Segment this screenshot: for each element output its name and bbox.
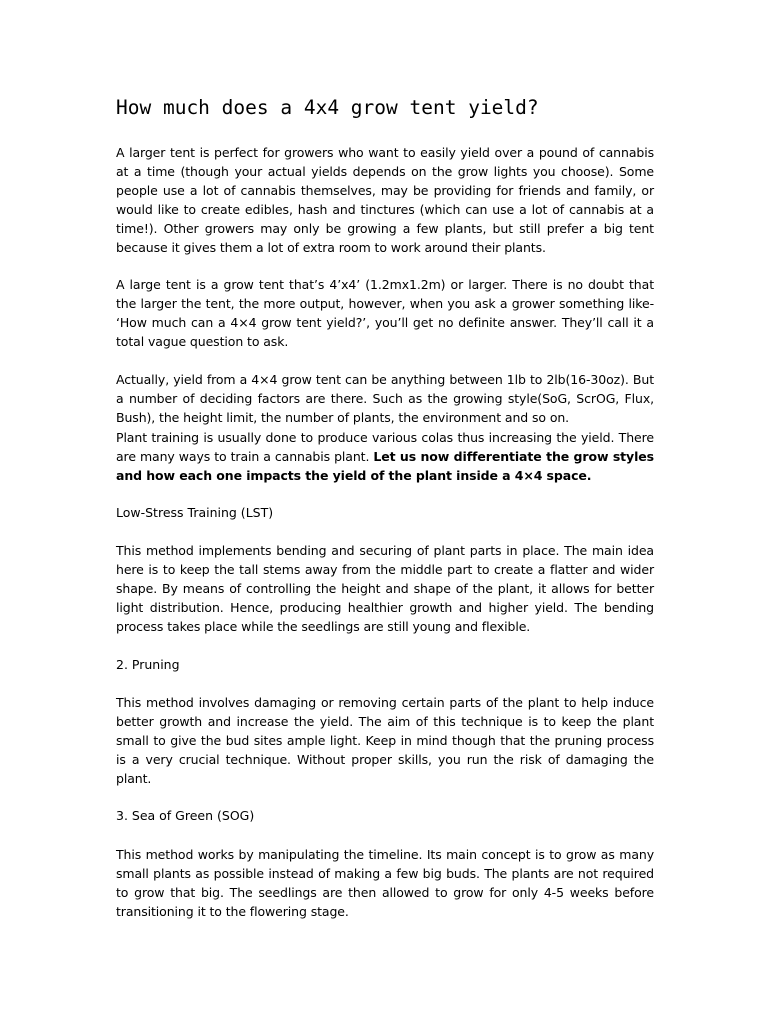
paragraph-plant-training (116, 428, 654, 485)
paragraph-sog: This method works by manipulating the timeline. Its main concept is to grow as many small plants as possible instead of making a few big buds. The plants are not required to grow that big. The seedlings are then allowed to grow for only 4-5 weeks before transitioning it to the flowering stage. (116, 847, 654, 919)
section-heading-sog: 3. Sea of Green (SOG) (116, 808, 255, 823)
plant-training-text: Plant training is usually done to produce various colas thus increasing the yield. There are many ways to train a cannabis plant. (116, 430, 654, 464)
page-title: How much does a 4x4 grow tent yield? (116, 96, 539, 119)
paragraph-lst: This method implements bending and securing of plant parts in place. The main idea here is to keep the tall stems away from the middle part to create a flatter and wider shape. By means of controlling the height and shape of the plant, it allows for better light distribution. Hence, producing healthier growth and higher yield. The bending process takes place while the seedlings are still young and flexible. (116, 543, 654, 634)
section-heading-pruning: 2. Pruning (116, 657, 180, 672)
paragraph-pruning: This method involves damaging or removing certain parts of the plant to help induce better growth and increase the yield. The aim of this technique is to keep the plant small to give the bud sites ample light. Keep in mind though that the pruning process is a very crucial technique. Without proper skills, you run the risk of damaging the plant. (116, 695, 654, 786)
paragraph-yield-range: Actually, yield from a 4×4 grow tent can be anything between 1lb to 2lb(16-30oz). But a number of deciding factors are there. Such as the growing style(SoG, ScrOG, Flux, Bush), the height limit, the number of plants, the environment and so on. (116, 372, 654, 425)
section-heading-lst: Low-Stress Training (LST) (116, 505, 274, 520)
paragraph-intro: A larger tent is perfect for growers who want to easily yield over a pound of cannabis at a time (though your actual yields depends on the grow lights you choose). Some people use a lot of cannabis themselves, may be providing for friends and family, or would like to create edibles, hash and tinctures (which can use a lot of cannabis at a time!). Other growers may only be growing a few plants, but still prefer a big tent because it gives them a lot of extra room to work around their plants. (116, 145, 654, 255)
paragraph-large-tent: A large tent is a grow tent that’s 4’x4’ (1.2mx1.2m) or larger. There is no doubt that the larger the tent, the more output, however, when you ask a grower something like- ‘How much can a 4×4 grow tent yield?’, you’ll get no definite answer. They’ll call it a total vague question to ask. (116, 277, 654, 349)
plant-training-bold-text: Let us now differentiate the grow styles and how each one impacts the yield of the plant inside a 4×4 space. (116, 449, 654, 483)
